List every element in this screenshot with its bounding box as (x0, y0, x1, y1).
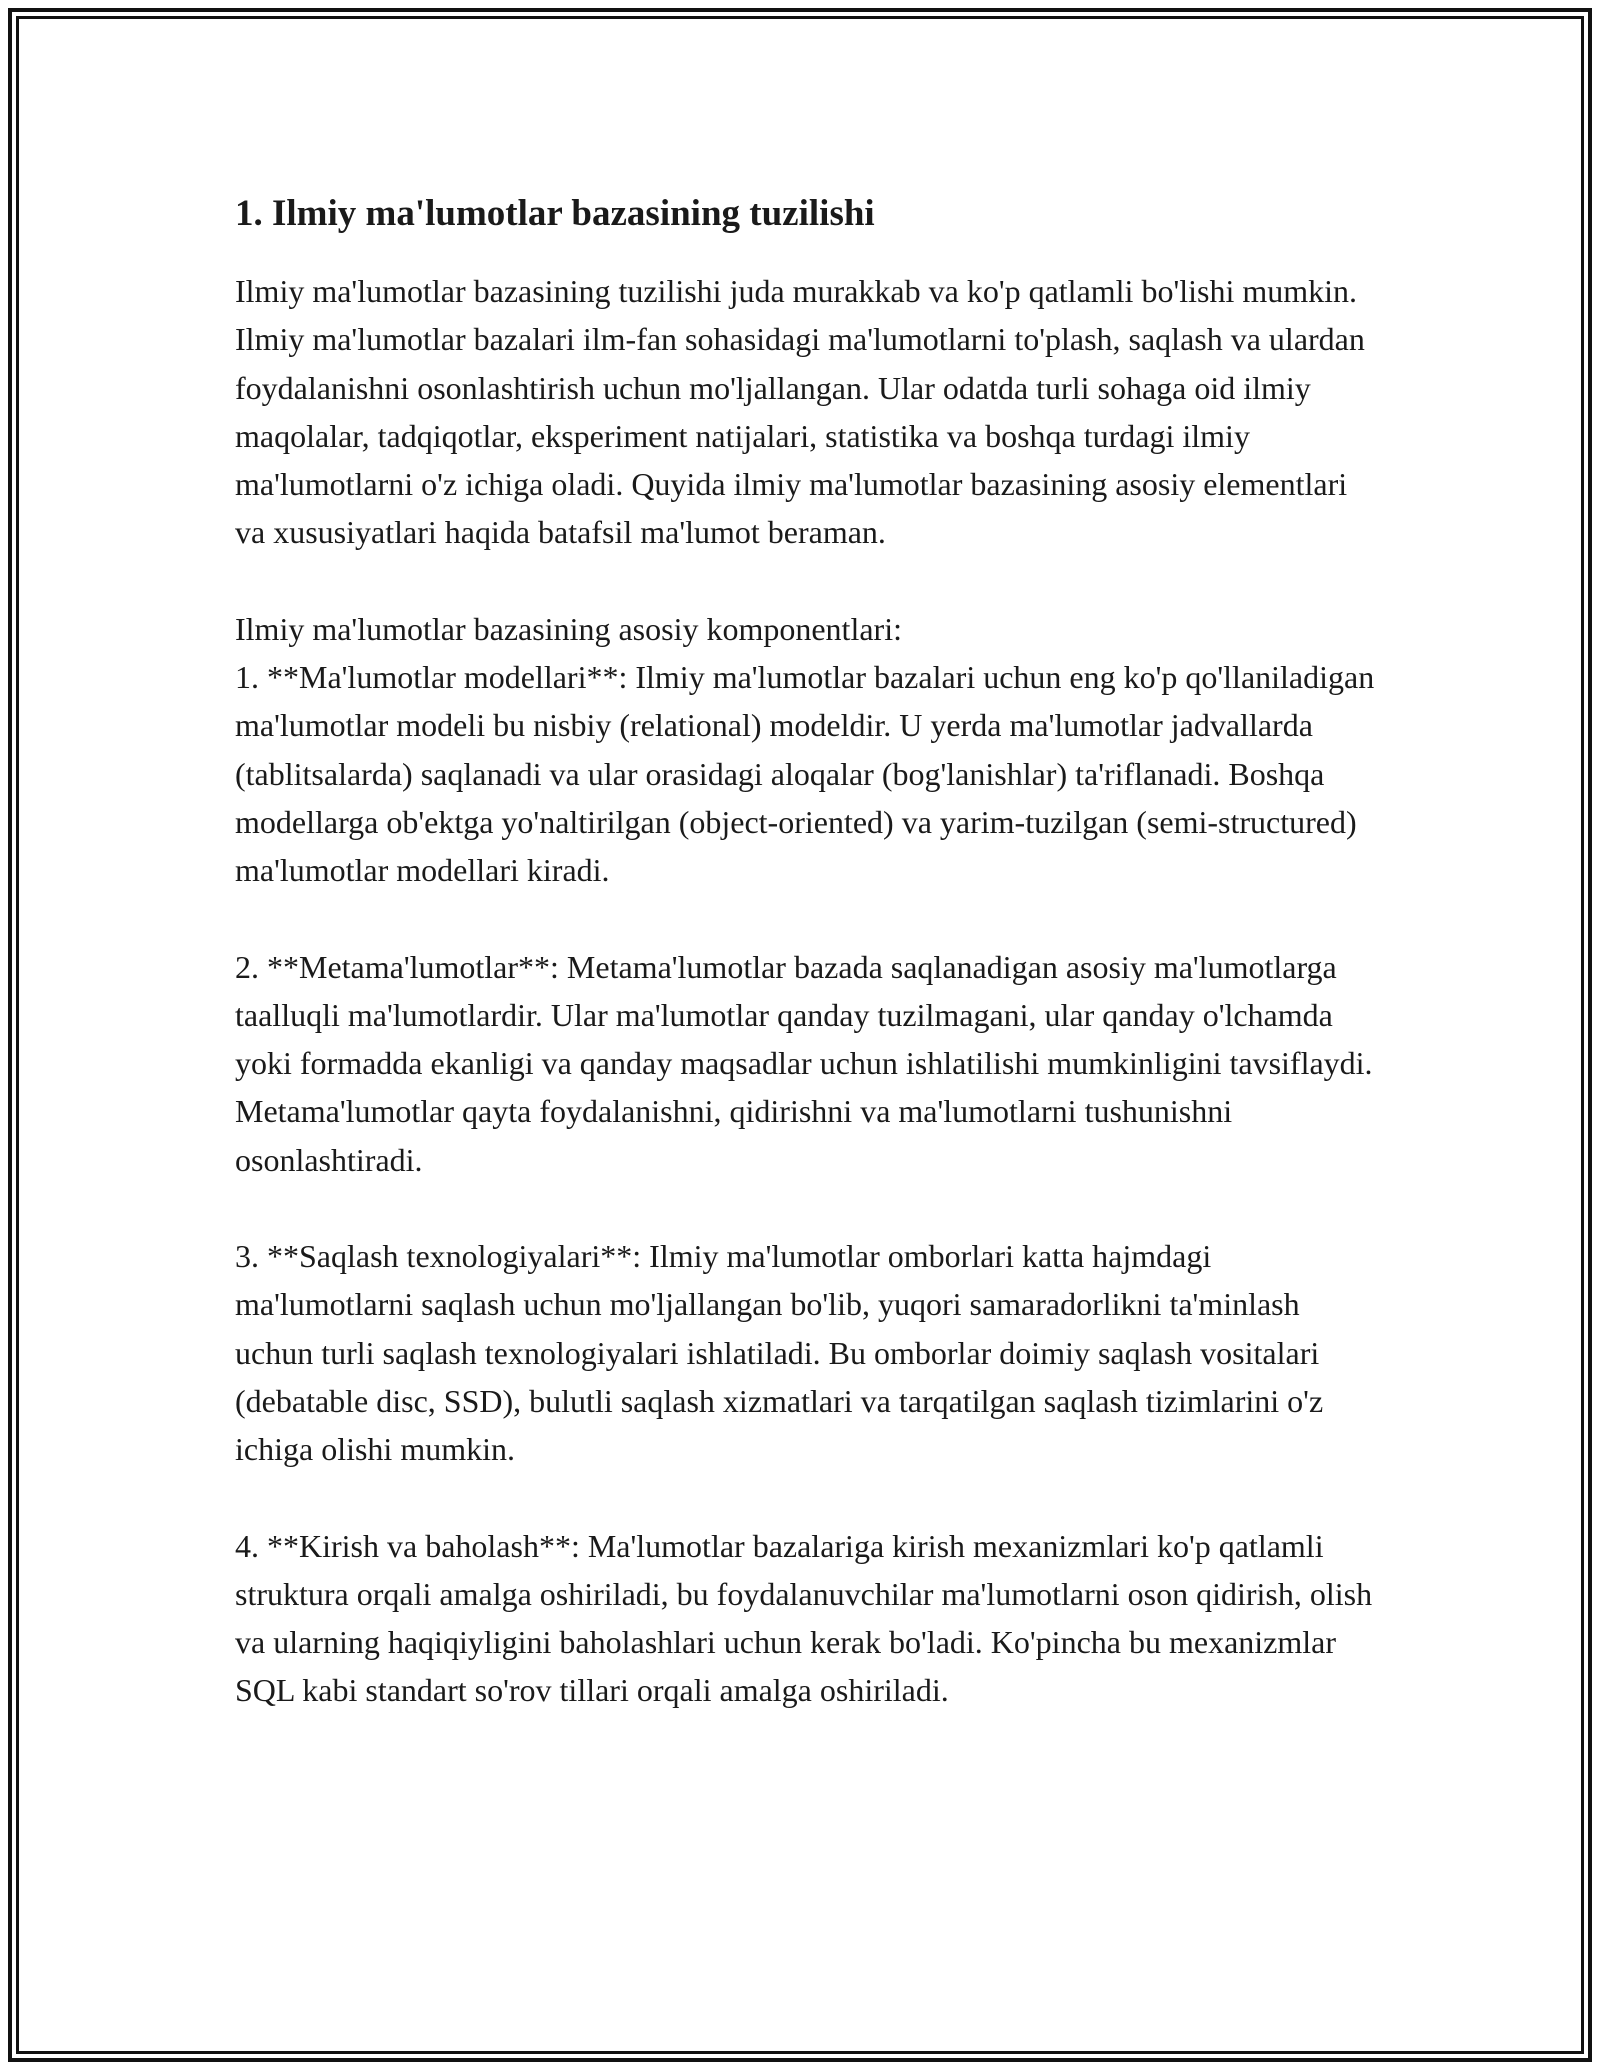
paragraph-gap (235, 895, 1385, 943)
document-body (235, 185, 1385, 1715)
paragraph-gap (235, 1474, 1385, 1522)
list-item-metadata: 2. **Metama'lumotlar**: Metama'lumotlar bazada saqlanadigan asosiy ma'lumotlarga taalluqli ma'lumotlardir. Ular ma'lumotlar qanday tuzilmagani, ular qanday o'lchamda yoki formadda ekanligi va qanday maqsadlar uchun ishlatilishi mumkinligini tavsiflaydi. Metama'lumotlar qayta foydalanishni, qidirishni va ma'lumotlarni tushunishni osonlashtiradi. (235, 948, 1373, 1178)
intro-paragraph: Ilmiy ma'lumotlar bazasining tuzilishi juda murakkab va ko'p qatlamli bo'lishi mumkin. Ilmiy ma'lumotlar bazalari ilm-fan sohasidagi ma'lumotlarni to'plash, saqlash va ulardan foydalanishni osonlashtirish uchun mo'ljallangan. Ular odatda turli sohaga oid ilmiy maqolalar, tadqiqotlar, eksperiment natijalari, statistika va boshqa turdagi ilmiy ma'lumotlarni o'z ichiga oladi. Quyida ilmiy ma'lumotlar bazasining asosiy elementlari va xususiyatlari haqida batafsil ma'lumot beraman. (235, 273, 1365, 551)
paragraph-gap (235, 557, 1385, 605)
components-heading: Ilmiy ma'lumotlar bazasining asosiy komponentlari: (235, 610, 902, 647)
list-item-storage-technologies: 3. **Saqlash texnologiyalari**: Ilmiy ma'lumotlar omborlari katta hajmdagi ma'lumotlarni saqlash uchun mo'ljallangan bo'lib, yuqori samaradorlikni ta'minlash uchun turli saqlash texnologiyalari ishlatiladi. Bu omborlar doimiy saqlash vositalari (debatable disc, SSD), bulutli saqlash xizmatlari va tarqatilgan saqlash tizimlarini o'z ichiga olishi mumkin. (235, 1238, 1324, 1468)
list-item-data-models: 1. **Ma'lumotlar modellari**: Ilmiy ma'lumotlar bazalari uchun eng ko'p qo'llaniladigan ma'lumotlar modeli bu nisbiy (relational) modeldir. U yerda ma'lumotlar jadvallarda (tablitsalarda) saqlanadi va ular orasidagi aloqalar (bog'lanishlar) ta'riflanadi. Boshqa modellarga ob'ektga yo'naltirilgan (object-oriented) va yarim-tuzilgan (semi-structured) ma'lumotlar modellari kiradi. (235, 659, 1375, 889)
document-title: 1. Ilmiy ma'lumotlar bazasining tuzilishi (235, 193, 875, 234)
paragraph-gap (235, 1184, 1385, 1232)
list-item-access-evaluation: 4. **Kirish va baholash**: Ma'lumotlar bazalariga kirish mexanizmlari ko'p qatlamli struktura orqali amalga oshiriladi, bu foydalanuvchilar ma'lumotlarni oson qidirish, olish va ularning haqiqiyligini baholashlari uchun kerak bo'ladi. Ko'pincha bu mexanizmlar SQL kabi standart so'rov tillari orqali amalga oshiriladi. (235, 1527, 1373, 1709)
